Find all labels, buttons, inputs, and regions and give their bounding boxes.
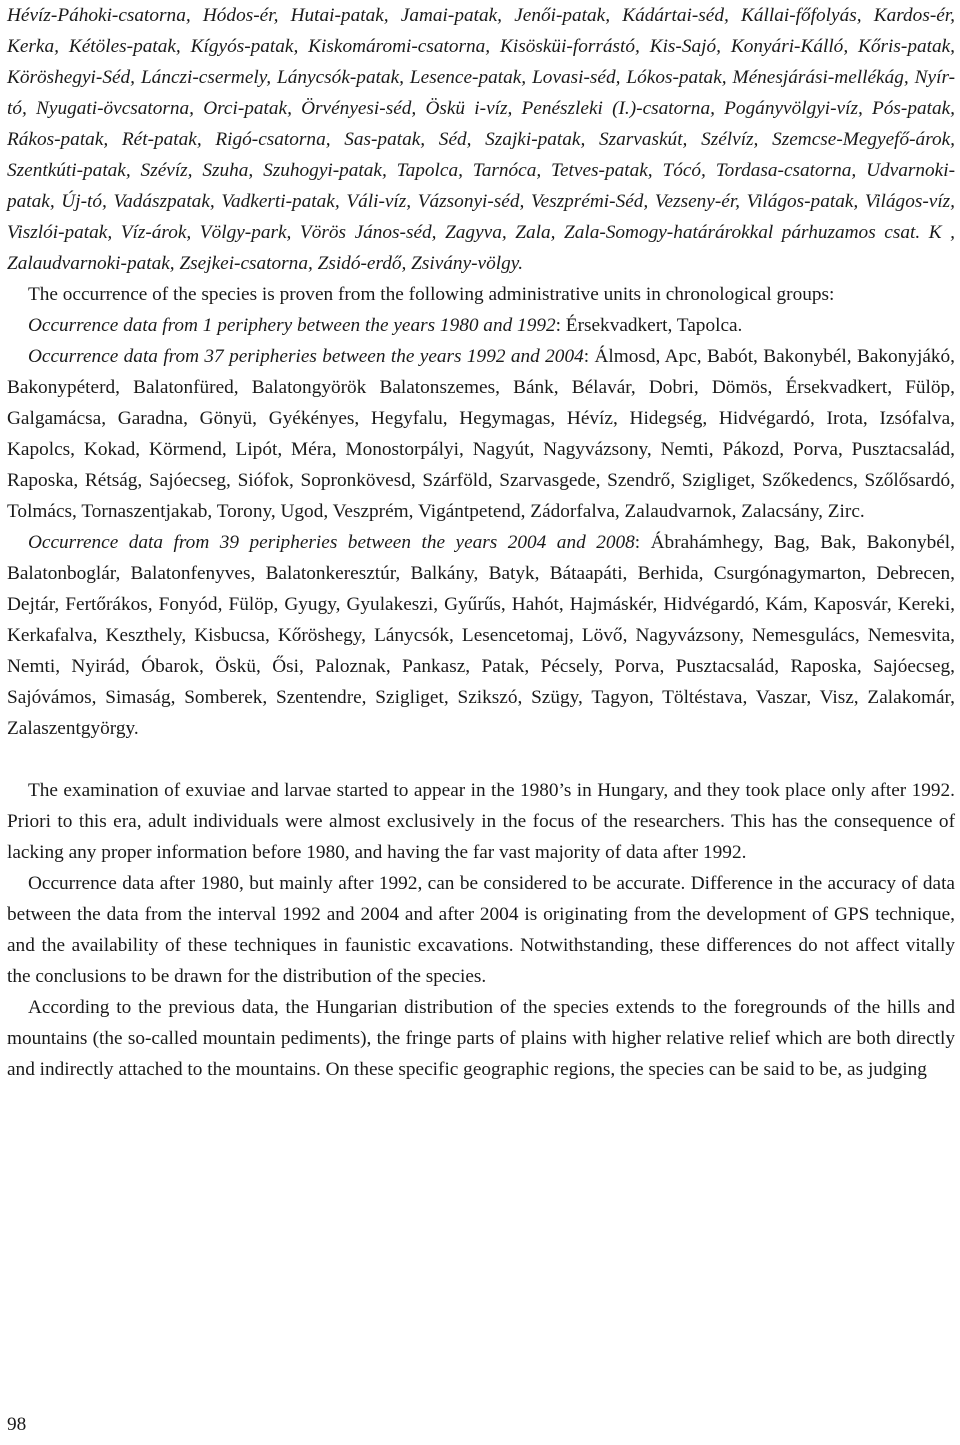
page-body (7, 0, 955, 1085)
occurrence-intro: The occurrence of the species is proven from the following administrative units in chronological groups: (28, 284, 835, 305)
occurrence-group-3-places: : Ábrahámhegy, Bag, Bak, Bakonybél, Balatonboglár, Balatonfenyves, Balatonkeresztúr, Balkány, Batyk, Bátaapáti, Berhida, Csurgónagymarton, Debrecen, Dejtár, Fertőrákos, Fonyód, Fülöp, Gyugy, Gyulakeszi, Gyűrűs, Hahót, Hajmáskér, Hidvégardó, Kám, Kaposvár, Kereki, Kerkafalva, Keszthely, Kisbucsa, Kőröshegy, Lánycsók, Lesencetomaj, Lövő, Nagyvázsony, Nemesgulács, Nemesvita, Nemti, Nyirád, Óbarok, Öskü, Ősi, Paloznak, Pankasz, Patak, Pécsely, Porva, Pusztacsalád, Raposka, Sajóecseg, Sajóvámos, Simaság, Somberek, Szentendre, Szigliget, Szikszó, Szügy, Tagyon, Töltéstava, Vaszar, Visz, Zalakomár, Zalaszentgyörgy. (7, 532, 955, 739)
paragraph-exuviae: The examination of exuviae and larvae started to appear in the 1980’s in Hungary, and they took place only after 1992. Priori to this era, adult individuals were almost exclusively in the focus of the researchers. This has the consequence of lacking any proper information before 1980, and having the far vast majority of data after 1992. (7, 780, 955, 863)
occurrence-group-1-places: : Érsekvadkert, Tapolca. (555, 315, 743, 336)
occurrence-group-3-lead: Occurrence data from 39 peripheries between the years 2004 and 2008 (28, 532, 635, 553)
paragraph-gap (7, 744, 955, 775)
occurrence-group-1 (7, 310, 955, 341)
occurrence-group-2 (7, 341, 955, 527)
paragraph-accuracy: Occurrence data after 1980, but mainly after 1992, can be considered to be accurate. Difference in the accuracy of data between the data from the interval 1992 and 2004 and after 2004 is originating from the development of GPS technique, and the availability of these techniques in faunistic excavations. Notwithstanding, these differences do not affect vitally the conclusions to be drawn for the distribution of the species. (7, 873, 955, 987)
occurrence-group-3 (7, 527, 955, 744)
page-number: 98 (7, 1414, 27, 1435)
occurrence-group-1-lead: Occurrence data from 1 periphery between the years 1980 and 1992 (28, 315, 556, 336)
occurrence-group-2-places: : Álmosd, Apc, Babót, Bakonybél, Bakonyjákó, Bakonypéterd, Balatonfüred, Balatongyörök Balatonszemes, Bánk, Bélavár, Dobri, Dömös, Érsekvadkert, Fülöp, Galgamácsa, Garadna, Gönyü, Gyékényes, Hegyfalu, Hegymagas, Hévíz, Hidegség, Hidvégardó, Irota, Izsófalva, Kapolcs, Kokad, Körmend, Lipót, Méra, Monostorpályi, Nagyút, Nagyvázsony, Nemti, Pákozd, Porva, Pusztacsalád, Raposka, Rétság, Sajóecseg, Siófok, Sopronkövesd, Szárföld, Szarvasgede, Szendrő, Szigliget, Szőkedencs, Szőlősardó, Tolmács, Tornaszentjakab, Torony, Ugod, Veszprém, Vigántpetend, Zádorfalva, Zalaudvarnok, Zalacsány, Zirc. (7, 346, 955, 522)
paragraph-distribution: According to the previous data, the Hungarian distribution of the species extends to the foregrounds of the hills and mountains (the so-called mountain pediments), the fringe parts of plains with higher relative relief which are both directly and indirectly attached to the mountains. On these specific geographic regions, the species can be said to be, as judging (7, 997, 955, 1080)
occurrence-group-2-lead: Occurrence data from 37 peripheries between the years 1992 and 2004 (28, 346, 584, 367)
watercourse-list: Hévíz-Páhoki-csatorna, Hódos-ér, Hutai-patak, Jamai-patak, Jenői-patak, Kádártai-séd, Kállai-főfolyás, Kardos-ér, Kerka, Kétöles-patak, Kígyós-patak, Kiskomáromi-csatorna, Kisösküi-forrástó, Kis-Sajó, Konyári-Kálló, Kőris-patak, Köröshegyi-Séd, Lánczi-csermely, Lánycsók-patak, Lesence-patak, Lovasi-séd, Lókos-patak, Ménesjárási-mellékág, Nyír-tó, Nyugati-övcsatorna, Orci-patak, Örvényesi-séd, Öskü i-víz, Penészleki (I.)-csatorna, Pogányvölgyi-víz, Pós-patak, Rákos-patak, Rét-patak, Rigó-csatorna, Sas-patak, Séd, Szajki-patak, Szarvaskút, Szélvíz, Szemcse-Megyefő-árok, Szentkúti-patak, Szévíz, Szuha, Szuhogyi-patak, Tapolca, Tarnóca, Tetves-patak, Tócó, Tordasa-csatorna, Udvarnoki-patak, Új-tó, Vadászpatak, Vadkerti-patak, Váli-víz, Vázsonyi-séd, Veszprémi-Séd, Vezseny-ér, Világos-patak, Világos-víz, Viszlói-patak, Víz-árok, Völgy-park, Vörös János-séd, Zagyva, Zala, Zala-Somogy-határárokkal párhuzamos csat. K , Zalaudvarnoki-patak, Zsejkei-csatorna, Zsidó-erdő, Zsivány-völgy. (7, 5, 955, 274)
